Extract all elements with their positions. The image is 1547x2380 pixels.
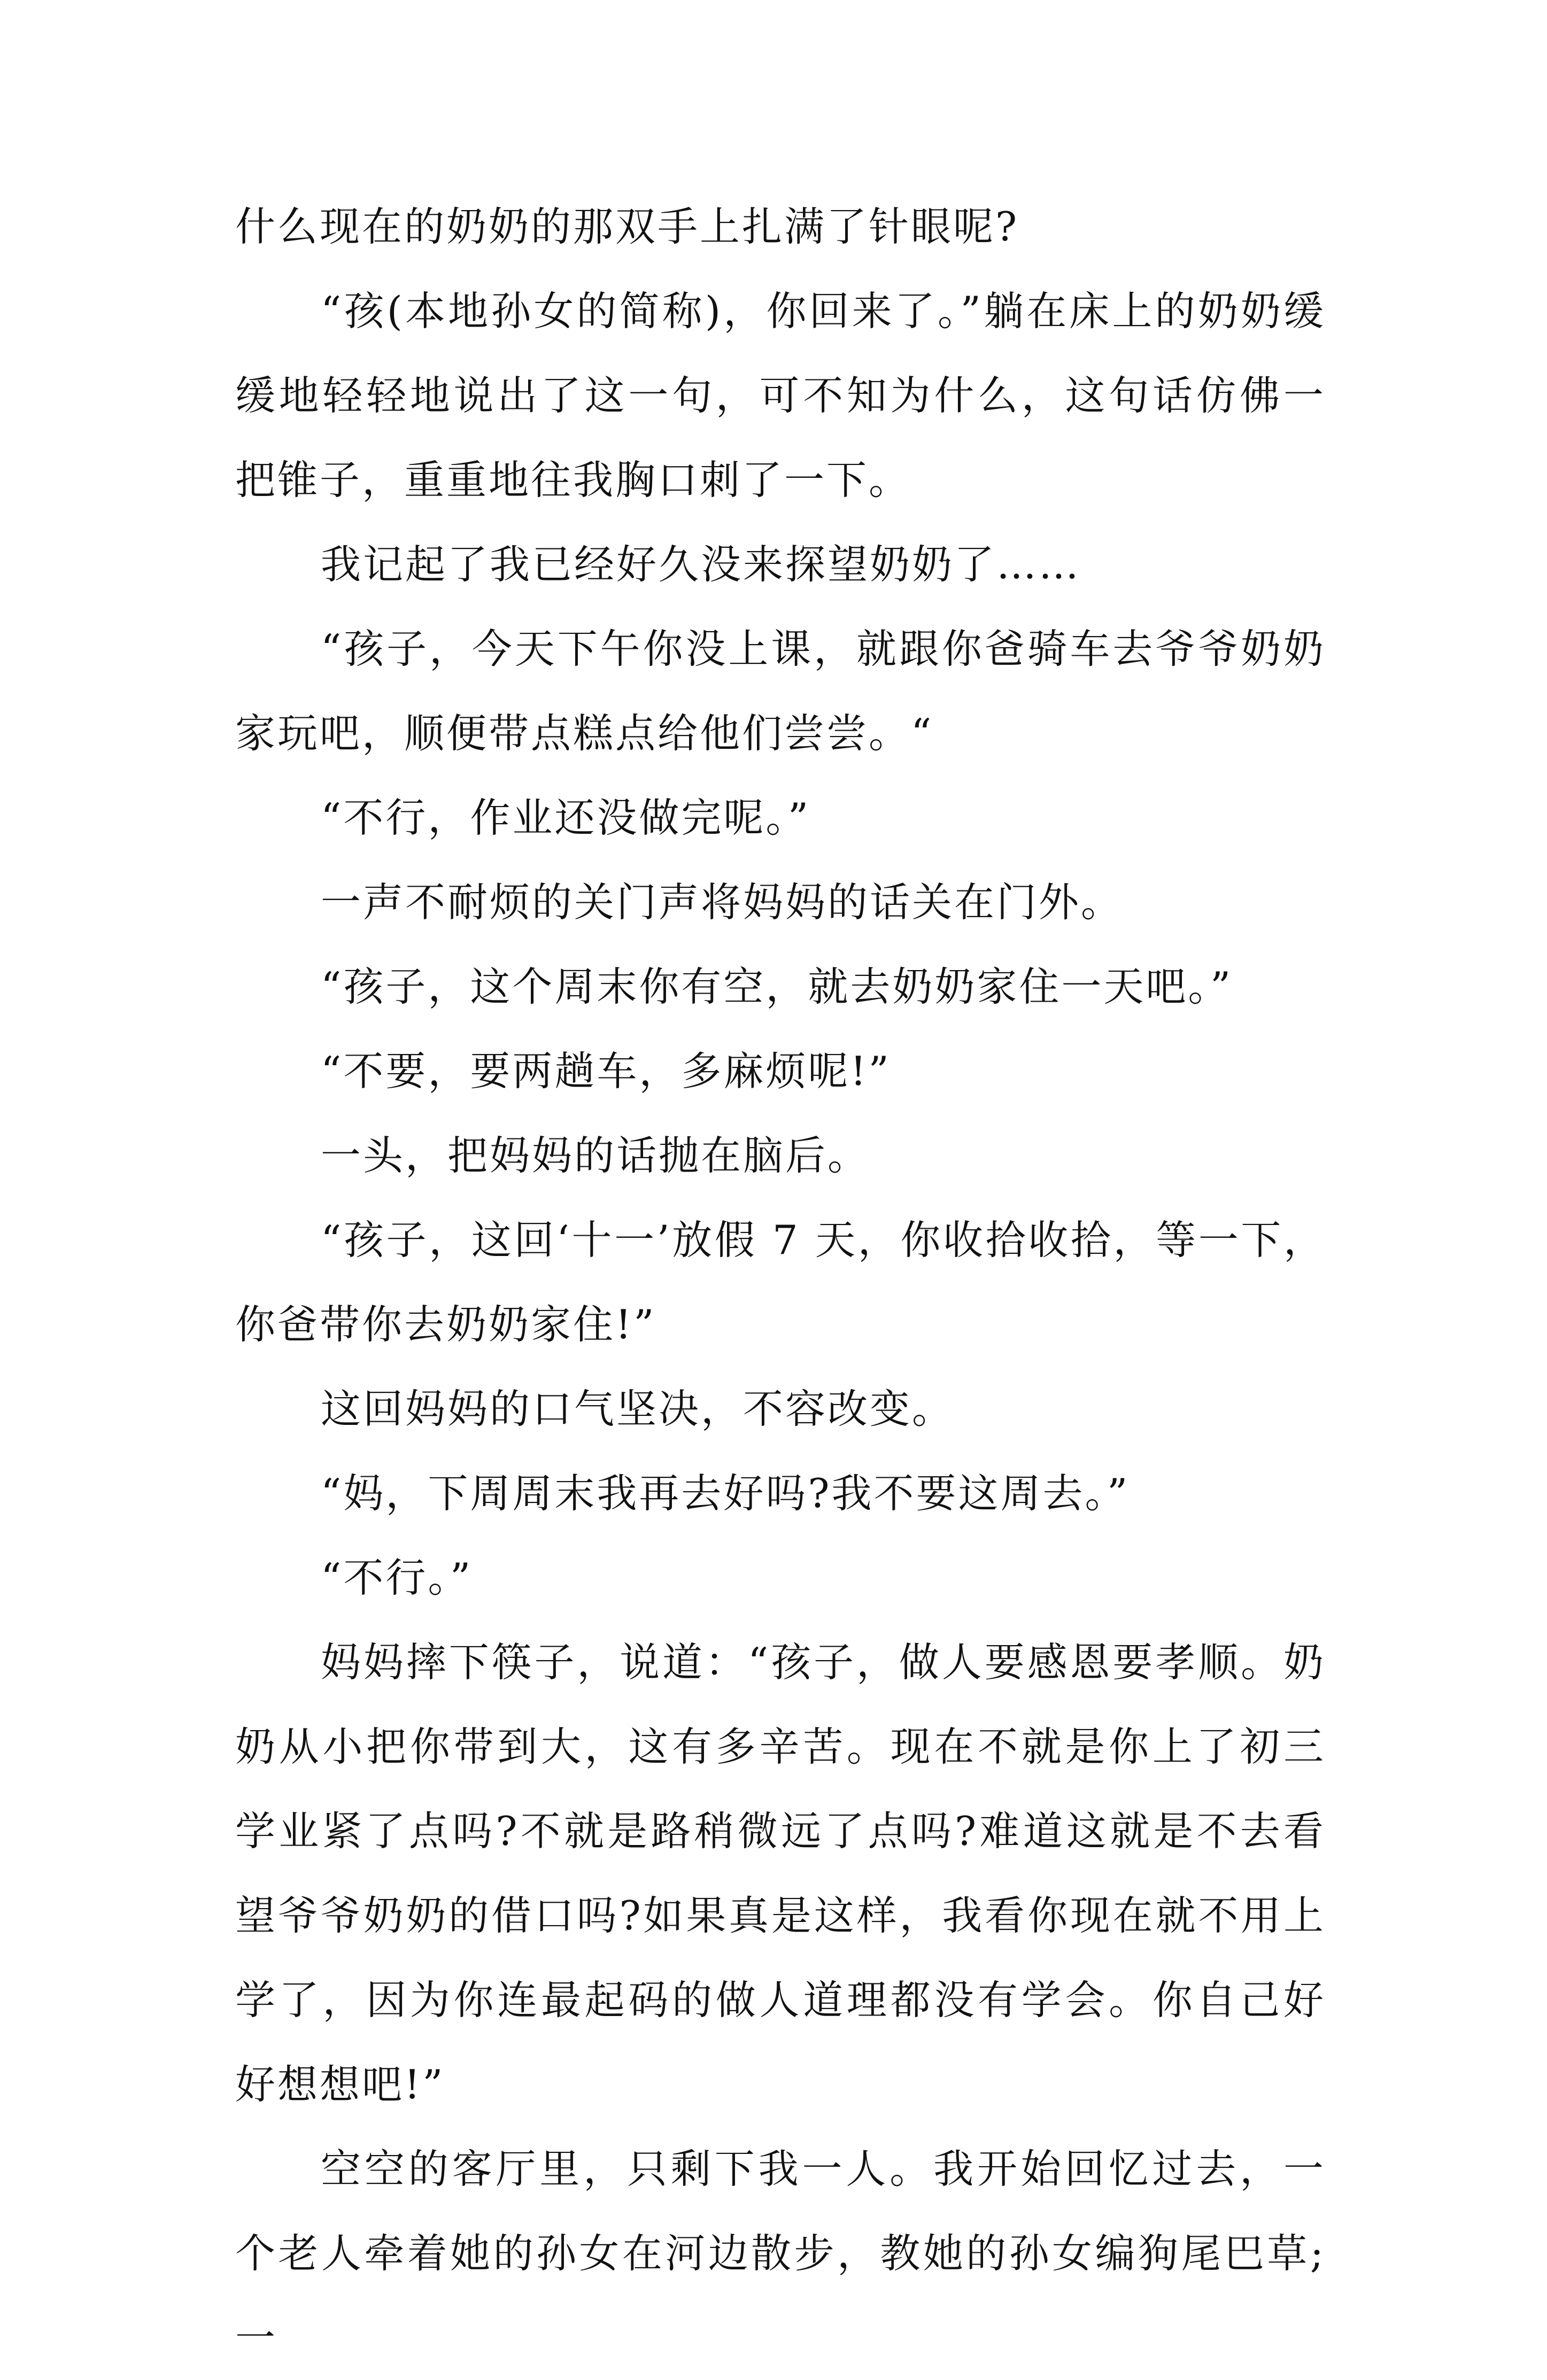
paragraph-7: “孩子，这个周末你有空，就去奶奶家住一天吧。”	[321, 963, 1233, 1010]
paragraph-2: “孩(本地孙女的简称)，你回来了。”躺在床上的奶奶缓缓地轻轻地说出了这一句，可不知为什么，这句话仿佛一把锥子，重重地往我胸口刺了一下。	[235, 288, 1326, 503]
paragraph-4: “孩子，今天下午你没上课，就跟你爸骑车去爷爷奶奶家玩吧，顺便带点糕点给他们尝尝。“	[235, 625, 1326, 757]
paragraph-3: 我记起了我已经好久没来探望奶奶了……	[321, 541, 1081, 588]
paragraph-15: 空空的客厅里，只剩下我一人。我开始回忆过去，一个老人牵着她的孙女在河边散步，教她的孙女编狗尾巴草;一	[235, 2145, 1326, 2361]
paragraph-5: “不行，作业还没做完呢。”	[321, 794, 811, 841]
paragraph-10: “孩子，这回‘十一’放假 7 天，你收拾收拾，等一下，你爸带你去奶奶家住!”	[235, 1216, 1326, 1348]
paragraph-13: “不行。”	[321, 1554, 473, 1601]
paragraph-6: 一声不耐烦的关门声将妈妈的话关在门外。	[321, 879, 1124, 926]
paragraph-14: 妈妈摔下筷子，说道：“孩子，做人要感恩要孝顺。奶奶从小把你带到大，这有多辛苦。现在不就是你上了初三学业紧了点吗?不就是路稍微远了点吗?难道这就是不去看望爷爷奶奶的借口吗?如果真是这样，我看你现在就不用上学了，因为你连最起码的做人道理都没有学会。你自己好好想想吧!”	[235, 1639, 1326, 2108]
paragraph-8: “不要，要两趟车，多麻烦呢!”	[321, 1048, 891, 1095]
paragraph-11: 这回妈妈的口气坚决，不容改变。	[321, 1385, 955, 1432]
body-text	[235, 184, 1326, 2380]
paragraph-9: 一头，把妈妈的话抛在脑后。	[321, 1132, 870, 1179]
paragraph-1: 什么现在的奶奶的那双手上扎满了针眼呢?	[235, 203, 1019, 250]
paragraph-12: “妈，下周周末我再去好吗?我不要这周去。”	[321, 1470, 1130, 1517]
